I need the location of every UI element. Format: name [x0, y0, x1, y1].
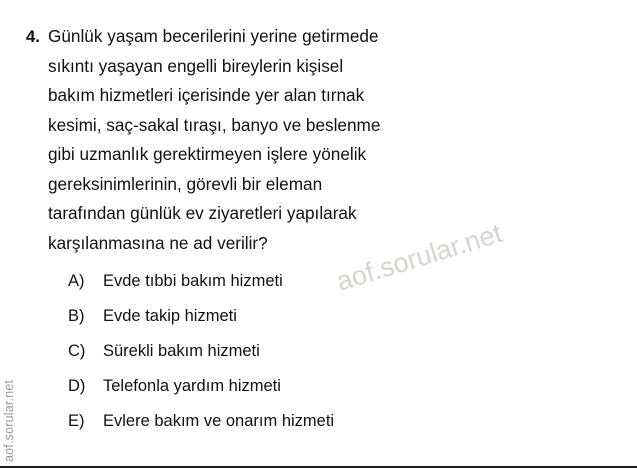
option-letter: A)	[68, 272, 85, 290]
side-watermark: aof.sorular.net	[2, 379, 16, 462]
question-text	[48, 22, 637, 258]
option-letter: B)	[68, 307, 85, 325]
option-text: Telefonla yardım hizmeti	[103, 377, 281, 395]
option-letter: D)	[68, 377, 86, 395]
option-c[interactable]	[0, 338, 637, 364]
question-number: 4.	[25, 27, 40, 46]
option-letter: E)	[68, 412, 85, 430]
question-line: tarafından günlük ev ziyaretleri yapılarak	[48, 203, 357, 223]
option-text: Sürekli bakım hizmeti	[103, 342, 260, 360]
question-line: gibi uzmanlık gerektirmeyen işlere yönelik	[48, 144, 367, 164]
option-text: Evde tıbbi bakım hizmeti	[103, 272, 283, 290]
option-e[interactable]	[0, 408, 637, 434]
question-line: kesimi, saç-sakal tıraşı, banyo ve beslenme	[48, 114, 381, 135]
option-d[interactable]	[0, 373, 637, 399]
question-line: bakım hizmetleri içerisinde yer alan tırnak	[48, 85, 365, 105]
question-line: gereksinimlerinin, görevli bir eleman	[48, 173, 323, 194]
options-list	[0, 268, 637, 443]
center-watermark: aof.sorular.net	[333, 217, 506, 297]
option-b[interactable]	[0, 303, 637, 329]
question-line: sıkıntı yaşayan engelli bireylerin kişisel	[48, 55, 344, 76]
question-row	[0, 22, 637, 258]
option-letter: C)	[68, 342, 86, 360]
option-text: Evde takip hizmeti	[103, 307, 237, 325]
option-text: Evlere bakım ve onarım hizmeti	[103, 412, 335, 430]
question-line: Günlük yaşam becerilerini yerine getirmede	[48, 26, 379, 46]
question-line: karşılanmasına ne ad verilir?	[48, 232, 268, 253]
option-a[interactable]	[0, 268, 637, 294]
